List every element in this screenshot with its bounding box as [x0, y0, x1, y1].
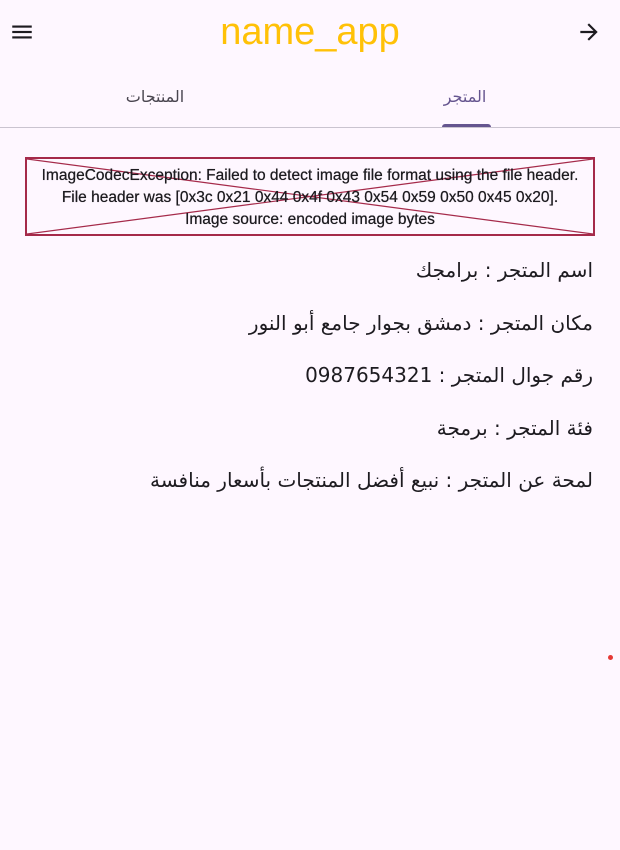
- back-button[interactable]: [574, 17, 604, 47]
- image-error-message: [27, 165, 593, 231]
- arrow-forward-icon: [576, 19, 602, 45]
- app-bar: [0, 0, 620, 66]
- image-error-line-2: File header was [0x3c 0x21 0x44 0x4f 0x43 0x54 0x59 0x50 0x45 0x20].: [61, 189, 559, 206]
- image-error-placeholder: [25, 157, 595, 236]
- store-category: فئة المتجر : برمجة: [436, 416, 593, 440]
- tab-products[interactable]: [0, 66, 310, 127]
- app-title: name_app: [220, 11, 400, 53]
- tab-indicator: [442, 124, 491, 127]
- store-about: لمحة عن المتجر : نبيع أفضل المنتجات بأسعار منافسة: [149, 468, 593, 492]
- tab-bar: [0, 66, 620, 128]
- store-phone: رقم جوال المتجر : 0987654321: [305, 363, 593, 387]
- image-error-line-3: Image source: encoded image bytes: [185, 211, 435, 228]
- tab-products-label: المنتجات: [125, 87, 185, 106]
- red-dot: [608, 655, 613, 660]
- tab-store-label: المتجر: [443, 87, 487, 106]
- store-location: مكان المتجر : دمشق بجوار جامع أبو النور: [248, 311, 593, 335]
- image-error-line-1: ImageCodecException: Failed to detect image file format using the file header.: [41, 167, 579, 184]
- store-name: اسم المتجر : برامجك: [415, 258, 593, 282]
- tab-store[interactable]: [310, 66, 620, 127]
